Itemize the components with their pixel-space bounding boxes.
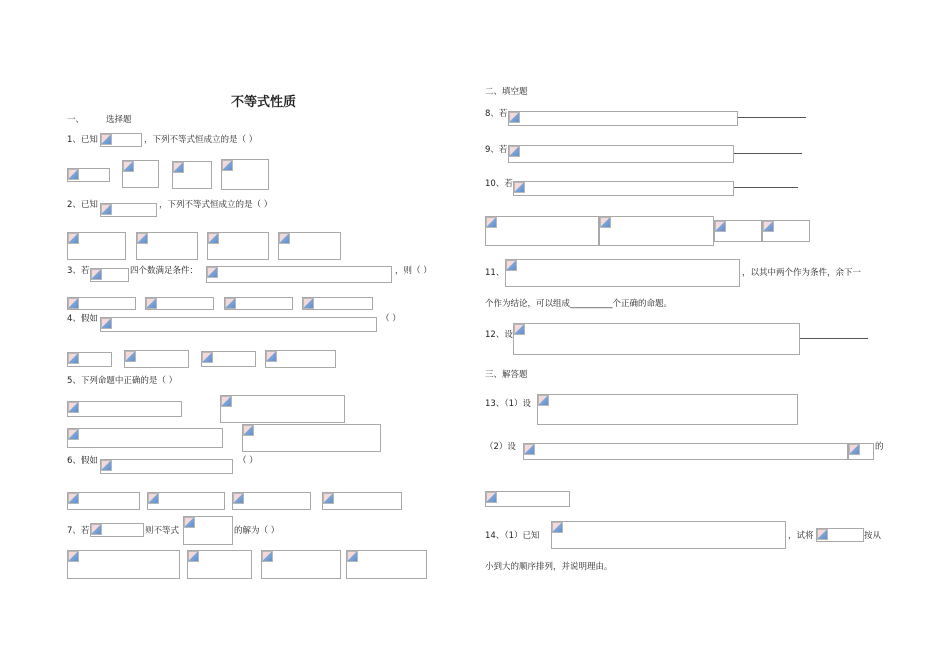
formula-image	[100, 459, 233, 474]
image-placeholder-icon	[208, 233, 219, 244]
image-placeholder-icon	[101, 318, 112, 329]
image-placeholder-icon	[202, 352, 213, 363]
image-placeholder-icon	[207, 267, 218, 278]
formula-image	[714, 220, 762, 242]
formula-image	[599, 216, 714, 246]
option-image	[220, 395, 345, 423]
question-3-text: ，则（ ）	[395, 266, 432, 276]
question-14-middle: ，试将	[788, 531, 814, 541]
image-placeholder-icon	[68, 233, 79, 244]
option-image	[346, 550, 427, 579]
option-image	[67, 232, 126, 260]
question-5-text: 5、下列命题中正确的是（ ）	[67, 376, 178, 386]
section-heading-answer: 三、解答题	[485, 370, 528, 380]
question-8-prefix: 8、若	[485, 109, 508, 119]
option-image	[124, 350, 189, 368]
formula-image	[816, 528, 864, 542]
image-placeholder-icon	[137, 233, 148, 244]
option-image	[224, 297, 293, 310]
formula-image	[508, 145, 734, 163]
image-placeholder-icon	[68, 353, 79, 364]
formula-image	[513, 323, 800, 355]
formula-image	[523, 443, 848, 460]
option-image	[172, 161, 212, 189]
image-placeholder-icon	[173, 162, 184, 173]
formula-image	[513, 181, 734, 196]
image-placeholder-icon	[600, 217, 611, 228]
answer-blank-line	[738, 117, 806, 118]
option-image	[322, 492, 402, 510]
image-placeholder-icon	[262, 551, 273, 562]
image-placeholder-icon	[101, 460, 112, 471]
image-placeholder-icon	[123, 161, 134, 172]
formula-image	[485, 491, 570, 507]
question-10-prefix: 10、若	[485, 179, 513, 189]
question-13-part2-prefix: （2）设	[485, 442, 516, 452]
option-image	[122, 160, 159, 188]
page-title: 不等式性质	[231, 95, 297, 110]
question-4-prefix: 4、假如	[67, 314, 98, 324]
answer-blank-line	[800, 338, 868, 339]
option-image	[221, 159, 269, 190]
formula-image	[762, 220, 810, 242]
option-image	[302, 297, 373, 310]
image-placeholder-icon	[514, 324, 525, 335]
image-placeholder-icon	[303, 298, 314, 309]
image-placeholder-icon	[68, 429, 79, 440]
question-7-prefix: 7、若	[67, 526, 90, 536]
question-11-text: ，以其中两个作为条件，余下一	[742, 268, 862, 278]
image-placeholder-icon	[509, 146, 520, 157]
image-placeholder-icon	[188, 551, 199, 562]
image-placeholder-icon	[817, 529, 828, 540]
option-image	[67, 401, 182, 417]
question-13-part2-suffix: 的	[875, 442, 884, 452]
image-placeholder-icon	[279, 233, 290, 244]
option-image	[67, 168, 110, 182]
option-image	[207, 232, 269, 260]
section-heading-fill: 二、填空题	[485, 87, 528, 97]
option-image	[67, 352, 112, 367]
option-image	[67, 428, 223, 448]
formula-image	[551, 521, 786, 549]
formula-image	[100, 133, 142, 147]
formula-image	[485, 216, 599, 246]
image-placeholder-icon	[125, 351, 136, 362]
question-14-line2: 小到大的顺序排列，并说明理由。	[485, 562, 613, 572]
answer-blank-line	[734, 153, 802, 154]
option-image	[265, 350, 336, 368]
formula-image	[505, 259, 740, 287]
option-image	[67, 492, 140, 510]
image-placeholder-icon	[233, 493, 244, 504]
image-placeholder-icon	[266, 351, 277, 362]
image-placeholder-icon	[715, 221, 726, 232]
option-image	[67, 550, 180, 579]
question-11-line2: 个作为结论，可以组成__________个正确的命题。	[485, 299, 673, 309]
image-placeholder-icon	[514, 182, 525, 193]
question-14-text: 按从	[864, 531, 882, 541]
image-placeholder-icon	[146, 298, 157, 309]
image-placeholder-icon	[763, 221, 774, 232]
image-placeholder-icon	[486, 492, 497, 503]
image-placeholder-icon	[509, 112, 520, 123]
option-image	[67, 297, 136, 310]
image-placeholder-icon	[222, 160, 233, 171]
formula-image	[90, 268, 129, 282]
image-placeholder-icon	[184, 517, 195, 528]
option-image	[232, 492, 311, 510]
image-placeholder-icon	[849, 444, 860, 455]
option-image	[145, 297, 214, 310]
question-1-text: ，下列不等式恒成立的是（ ）	[144, 135, 258, 145]
image-placeholder-icon	[486, 217, 497, 228]
image-placeholder-icon	[552, 522, 563, 533]
option-image	[136, 232, 198, 260]
question-7-middle: 则不等式	[145, 526, 180, 536]
formula-image	[848, 443, 874, 460]
question-6-prefix: 6、假如	[67, 456, 98, 466]
section-heading-choice: 选择题	[106, 115, 132, 125]
image-placeholder-icon	[68, 493, 79, 504]
question-1-prefix: 1、已知	[67, 135, 98, 145]
image-placeholder-icon	[101, 134, 112, 145]
option-image	[278, 232, 341, 260]
question-2-prefix: 2、已知	[67, 200, 98, 210]
formula-image	[100, 317, 377, 332]
question-14-prefix: 14、（1）已知	[485, 531, 540, 541]
image-placeholder-icon	[225, 298, 236, 309]
question-2-text: ，下列不等式恒成立的是（ ）	[159, 200, 273, 210]
formula-image	[206, 266, 392, 283]
image-placeholder-icon	[68, 298, 79, 309]
question-11-prefix: 11、	[485, 268, 505, 278]
image-placeholder-icon	[221, 396, 232, 407]
image-placeholder-icon	[101, 204, 112, 215]
answer-paren: （ ）	[381, 314, 401, 324]
option-image	[187, 550, 252, 579]
option-image	[261, 550, 341, 579]
question-3-prefix: 3、若	[67, 266, 90, 276]
formula-image	[90, 523, 144, 537]
image-placeholder-icon	[506, 260, 517, 271]
image-placeholder-icon	[323, 493, 334, 504]
answer-paren: （ ）	[238, 456, 258, 466]
formula-image	[537, 394, 798, 425]
formula-image	[508, 111, 738, 126]
question-7-text: 的解为（ ）	[234, 526, 280, 536]
answer-blank-line	[734, 187, 798, 188]
image-placeholder-icon	[91, 269, 102, 280]
image-placeholder-icon	[243, 425, 254, 436]
option-image	[147, 492, 225, 510]
image-placeholder-icon	[538, 395, 549, 406]
formula-image	[183, 516, 233, 545]
section-number: 一、	[67, 115, 85, 125]
image-placeholder-icon	[68, 402, 79, 413]
question-13-prefix: 13、（1）设	[485, 399, 531, 409]
question-12-prefix: 12、设	[485, 330, 513, 340]
image-placeholder-icon	[524, 444, 535, 455]
question-3-middle: 四个数满足条件：	[130, 266, 199, 276]
image-placeholder-icon	[91, 524, 102, 535]
formula-image	[100, 203, 157, 217]
image-placeholder-icon	[347, 551, 358, 562]
image-placeholder-icon	[68, 551, 79, 562]
question-9-prefix: 9、若	[485, 145, 508, 155]
option-image	[242, 424, 381, 452]
option-image	[201, 351, 256, 367]
image-placeholder-icon	[68, 169, 79, 180]
image-placeholder-icon	[148, 493, 159, 504]
